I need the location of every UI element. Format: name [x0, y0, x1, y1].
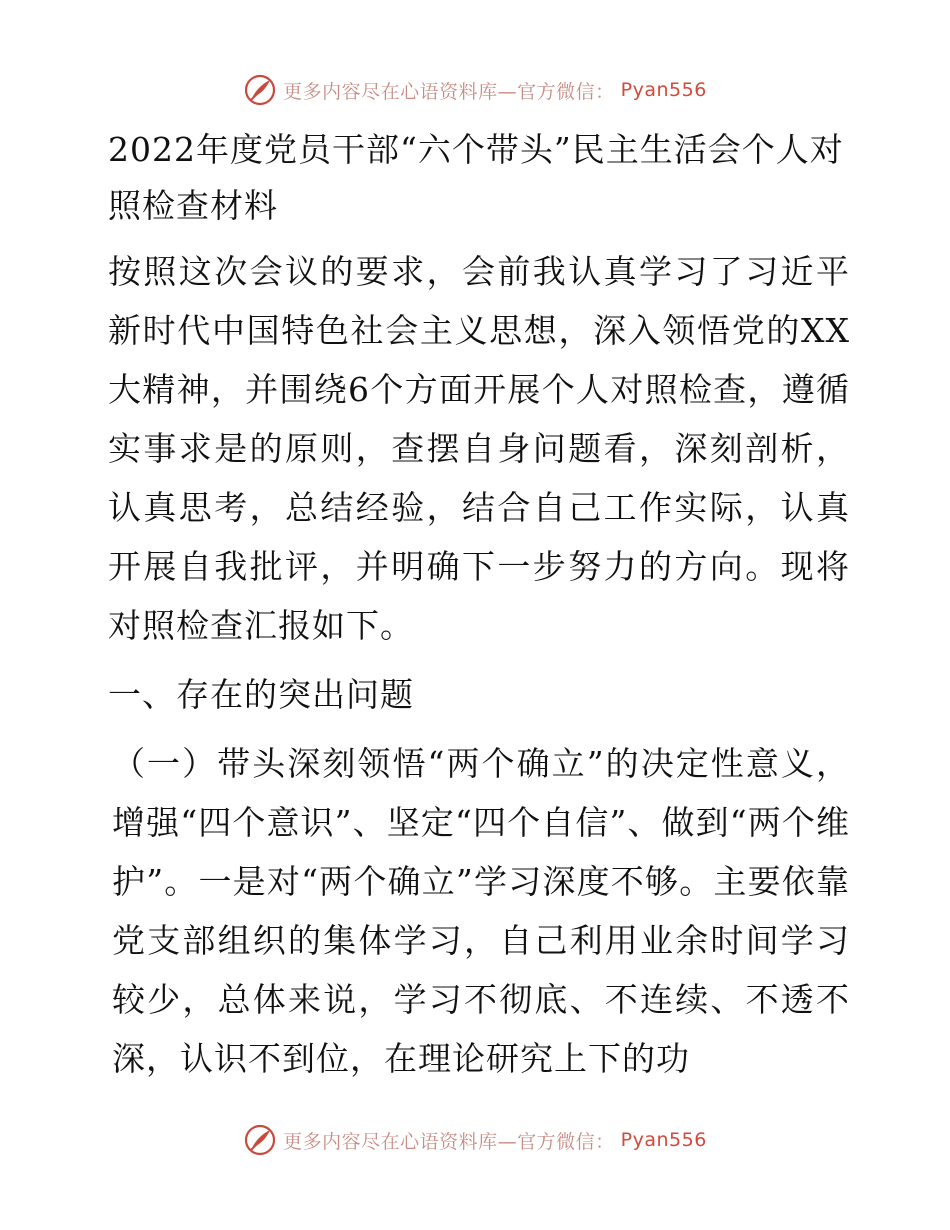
quill-pen-logo-icon — [243, 73, 277, 107]
section-heading: 一、存在的突出问题 — [108, 675, 414, 714]
document-title: 2022年度党员干部“六个带头”民主生活会个人对照检查材料 — [108, 130, 844, 225]
watermark-wechat-id: Pyan556 — [620, 1129, 707, 1151]
watermark-text: 更多内容尽在心语资料库—官方微信： — [283, 1130, 615, 1153]
watermark-wechat-id: Pyan556 — [620, 79, 707, 101]
quill-pen-logo-icon — [243, 1123, 277, 1157]
intro-paragraph: 按照这次会议的要求，会前我认真学习了习近平新时代中国特色社会主义思想，深入领悟党的XX大精神，并围绕6个方面开展个人对照检查，遵循实事求是的原则，查摆自身问题看，深刻剖析，认真思考，总结经验，结合自己工作实际，认真开展自我批评，并明确下一步努力的方向。现将对照检查汇报如下。 — [108, 252, 850, 645]
section-paragraph: （一）带头深刻领悟“两个确立”的决定性意义，增强“四个意识”、坚定“四个自信”、做到“两个维护”。一是对“两个确立”学习深度不够。主要依靠党支部组织的集体学习，自己利用业余时间学习较少，总体来说，学习不彻底、不连续、不透不深，认识不到位，在理论研究上下的功 — [112, 744, 850, 1078]
header-watermark — [0, 70, 950, 110]
document-body — [98, 122, 850, 1088]
watermark-text: 更多内容尽在心语资料库—官方微信： — [283, 80, 615, 103]
footer-watermark — [0, 1120, 950, 1160]
